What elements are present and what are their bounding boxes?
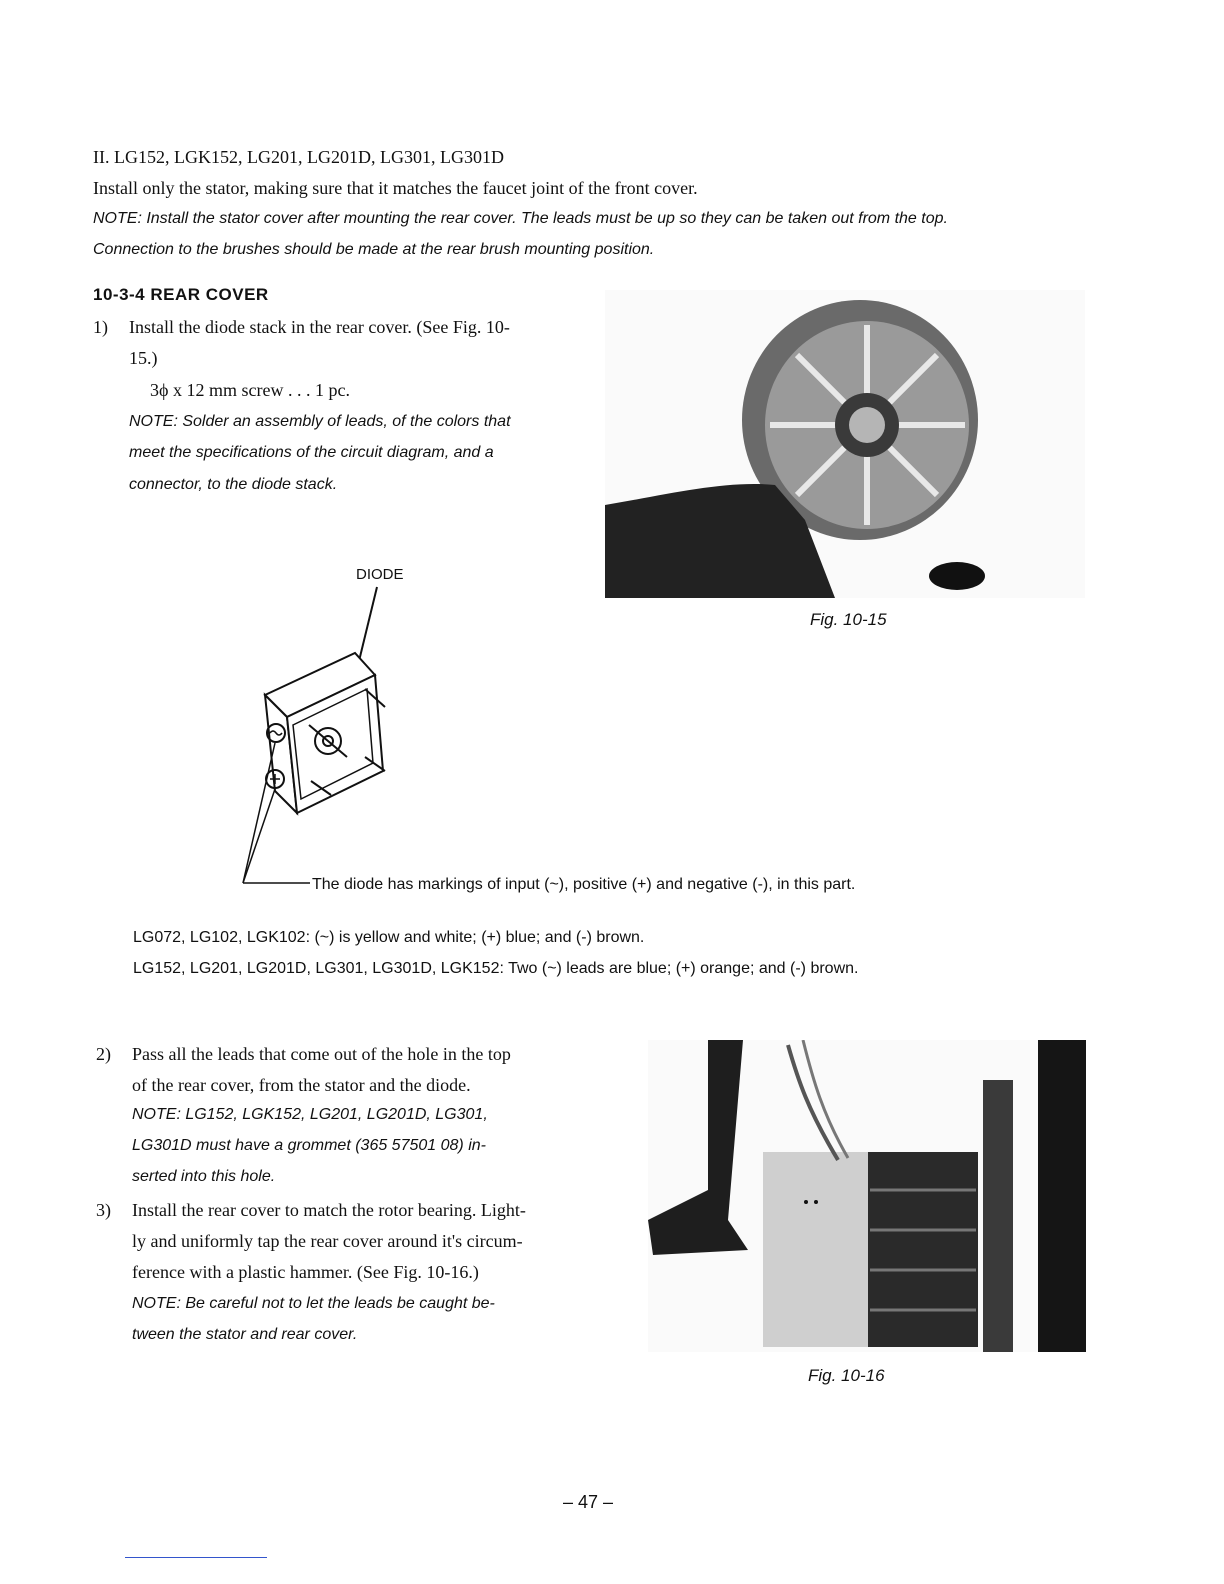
section-note-line2: Connection to the brushes should be made at the rear brush mounting position.: [93, 241, 655, 258]
step1-note-line1: NOTE: Solder an assembly of leads, of the colors that: [129, 413, 511, 430]
step3-number: 3): [96, 1200, 111, 1220]
step1-number: 1): [93, 317, 108, 337]
step2-line2: of the rear cover, from the stator and the diode.: [132, 1075, 471, 1095]
section-heading: II. LG152, LGK152, LG201, LG201D, LG301, LG301D: [93, 147, 504, 167]
diode-callout: The diode has markings of input (~), positive (+) and negative (-), in this part.: [312, 876, 856, 893]
diode-label: DIODE: [356, 566, 404, 583]
diode-diagram: [235, 585, 405, 890]
generator-photo-illustration: [648, 1040, 1086, 1352]
step3-line1: Install the rear cover to match the rotor bearing. Light-: [132, 1200, 526, 1220]
step1-note-line2: meet the specifications of the circuit diagram, and a: [129, 444, 494, 461]
step1-line2: 15.): [129, 348, 158, 368]
fig-10-15-caption: Fig. 10-15: [810, 610, 887, 629]
lead-colors-line1: LG072, LG102, LGK102: (~) is yellow and white; (+) blue; and (-) brown.: [133, 929, 645, 946]
step3-line3: ference with a plastic hammer. (See Fig. 10-16.): [132, 1262, 479, 1282]
step2-line1: Pass all the leads that come out of the hole in the top: [132, 1044, 511, 1064]
fig-10-16-photo: [648, 1040, 1086, 1352]
step2-note-line3: serted into this hole.: [132, 1168, 276, 1185]
fig-10-15-photo: [605, 290, 1085, 598]
step3-note-line2: tween the stator and rear cover.: [132, 1326, 358, 1343]
step1-note-line3: connector, to the diode stack.: [129, 476, 338, 493]
section-note-line1: NOTE: Install the stator cover after mounting the rear cover. The leads must be up so they can be taken out from the top.: [93, 210, 948, 227]
step3-note-line1: NOTE: Be careful not to let the leads be caught be-: [132, 1295, 495, 1312]
rear-cover-photo-illustration: [605, 290, 1085, 598]
step2-number: 2): [96, 1044, 111, 1064]
rear-cover-heading: 10-3-4 REAR COVER: [93, 285, 269, 304]
lead-colors-line2: LG152, LG201, LG201D, LG301, LG301D, LGK152: Two (~) leads are blue; (+) orange; and (-) brown.: [133, 960, 859, 977]
step1-line1: Install the diode stack in the rear cover. (See Fig. 10-: [129, 317, 510, 337]
footer-rule: [125, 1557, 267, 1558]
step2-note-line1: NOTE: LG152, LGK152, LG201, LG201D, LG301,: [132, 1106, 488, 1123]
page-number: – 47 –: [563, 1492, 614, 1512]
step2-note-line2: LG301D must have a grommet (365 57501 08) in-: [132, 1137, 486, 1154]
screw-spec: 3ϕ x 12 mm screw . . . 1 pc.: [150, 380, 350, 400]
fig-10-16-caption: Fig. 10-16: [808, 1366, 885, 1385]
step3-line2: ly and uniformly tap the rear cover around it's circum-: [132, 1231, 523, 1251]
section-body: Install only the stator, making sure that it matches the faucet joint of the front cover.: [93, 178, 698, 198]
